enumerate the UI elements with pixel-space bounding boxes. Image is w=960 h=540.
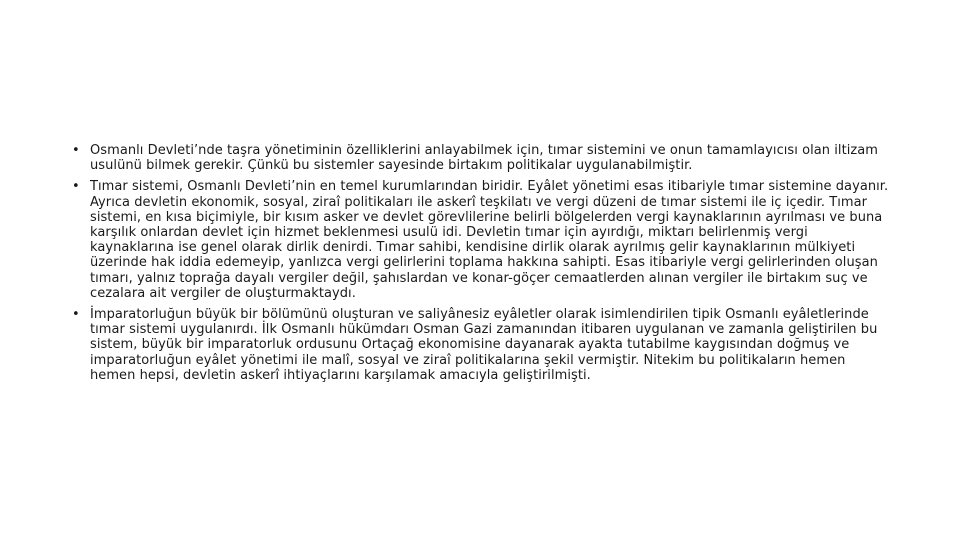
bullet-text-taşra-yonetimi: Osmanlı Devleti’nde taşra yönetiminin özelliklerini anlayabilmek için, tımar sistemini ve onun tamamlayıcısı olan iltizam usulünü bilmek gerekir. Çünkü bu sistemler sayesinde birtakım politikalar uygulanabilmiştir. (90, 143, 878, 174)
bullet-marker: • (72, 143, 80, 158)
bullet-item (72, 143, 892, 173)
bullet-text-imparatorluk-eyaletleri: İmparatorluğun büyük bir bölümünü oluşturan ve saliyânesiz eyâletler olarak isimlendirilen tipik Osmanlı eyâletlerinde tımar sistemi uygulanırdı. İlk Osmanlı hükümdarı Osman Gazi zamanından itibaren uygulanan ve zamanla geliştirilen bu sistem, büyük bir imparatorluk ordusunu Ortaçağ ekonomisine dayanarak ayakta tutabilme kaygısından doğmuş ve imparatorluğun eyâlet yönetimi ile malî, sosyal ve ziraî politikalarına şekil vermiştir. Nitekim bu politikaların hemen hemen hepsi, devletin askerî ihtiyaçlarını karşılamak amacıyla geliştirilmişti. (90, 307, 878, 383)
bullet-text-timar-sistemi: Tımar sistemi, Osmanlı Devleti’nin en temel kurumlarından biridir. Eyâlet yönetimi esas itibariyle tımar sistemine dayanır. Ayrıca devletin ekonomik, sosyal, ziraî politikaları ile askerî teşkilatı ve vergi düzeni de tımar sistemi ile iç içedir. Tımar sistemi, en kısa biçimiyle, bir kısım asker ve devlet görevlilerine belirli bölgelerden vergi kaynaklarının ayrılması ve buna karşılık onlardan devlet için hizmet beklenmesi usulü idi. Devletin tımar için ayırdığı, miktarı belirlenmiş vergi kaynaklarına ise genel olarak dirlik denirdi. Tımar sahibi, kendisine dirlik olarak ayrılmış gelir kaynaklarının mülkiyeti üzerinde hak iddia edemeyip, yanlızca vergi gelirlerini toplama hakkına sahipti. Esas itibariyle vergi gelirlerinden oluşan tımarı, yalnız toprağa dayalı vergiler değil, şahıslardan ve konar-göçer cemaatlerden alınan vergiler ile birtakım suç ve cezalara ait vergiler de oluşturmaktaydı. (90, 179, 889, 301)
bullet-item (72, 307, 892, 383)
bullet-marker: • (72, 179, 80, 195)
bullet-item (72, 179, 892, 301)
bullet-marker: • (72, 307, 80, 323)
bullet-list (72, 143, 892, 383)
slide-body (72, 143, 892, 389)
